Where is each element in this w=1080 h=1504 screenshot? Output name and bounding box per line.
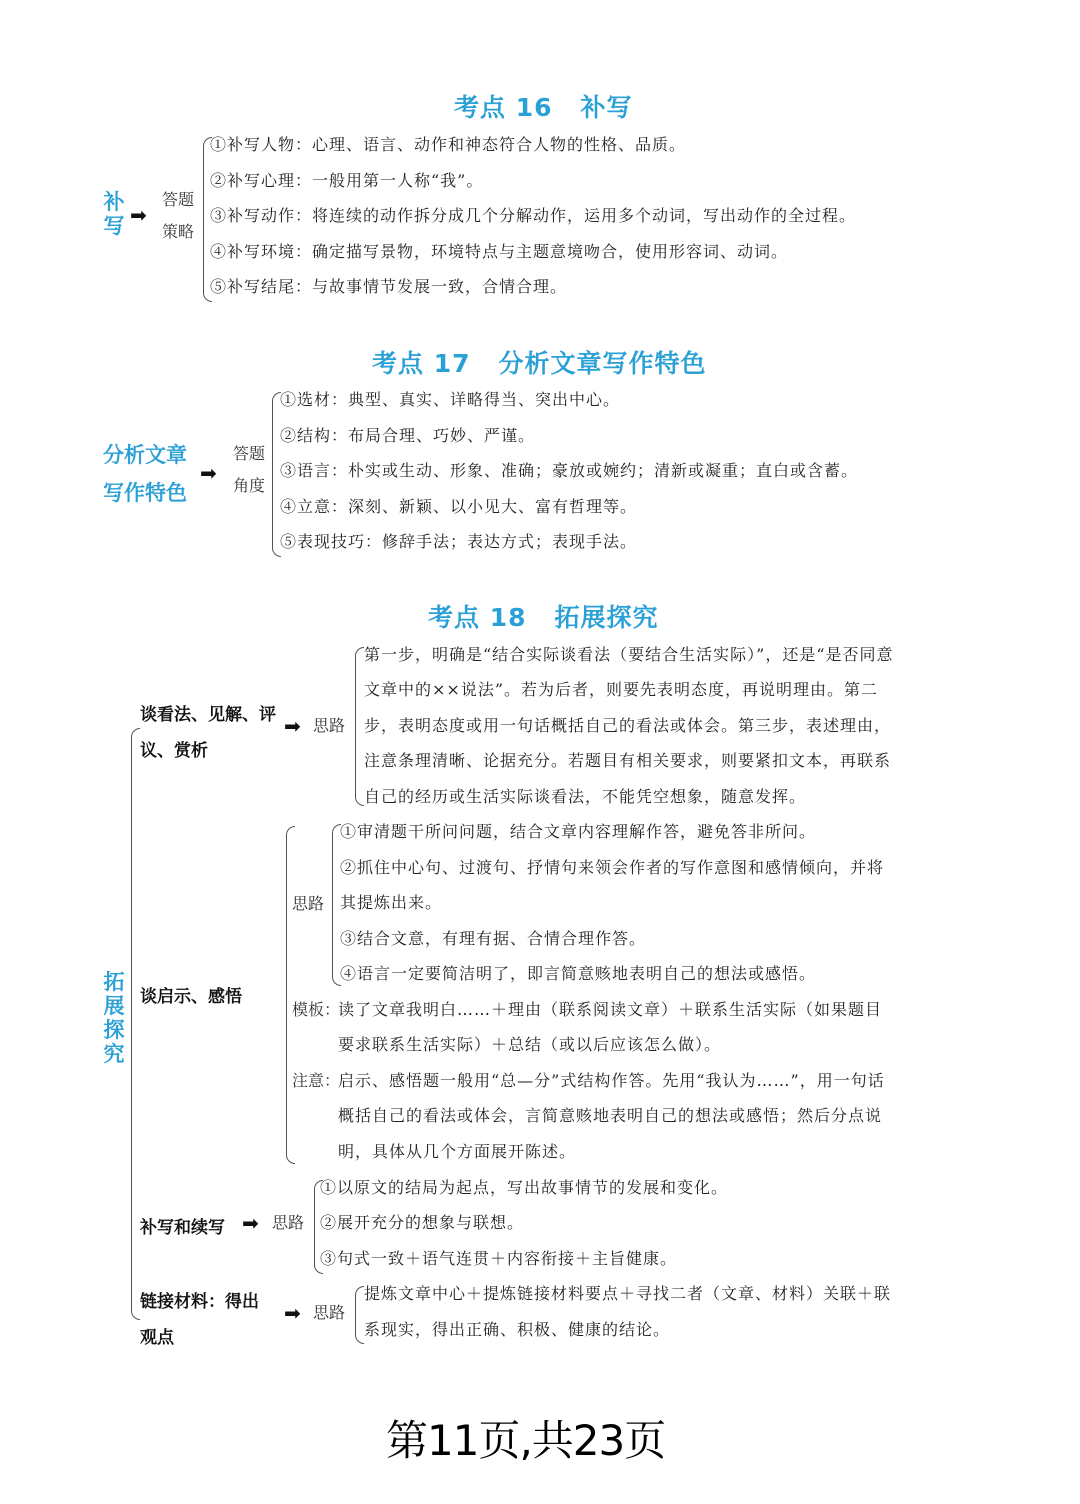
list-item: ①补写人物：心理、语言、动作和神态符合人物的性格、品质。 <box>210 135 687 154</box>
branch-2-sub-1: 思路 <box>292 894 325 913</box>
topic-char: 拓 <box>103 970 125 994</box>
topic-line: 写作特色 <box>103 481 187 505</box>
branch-4-label <box>140 1284 259 1356</box>
text-line: ②抓住中心句、过渡句、抒情句来领会作者的写作意图和感情倾向，并将 <box>340 858 885 877</box>
section-17-topic <box>103 436 187 512</box>
list-item: ④补写环境：确定描写景物，环境特点与主题意境吻合，使用形容词、动词。 <box>210 242 789 261</box>
list-item: ④立意：深刻、新颖、以小见大、富有哲理等。 <box>280 497 638 516</box>
topic-char: 写 <box>103 214 125 238</box>
text-line: 读了文章我明白……＋理由（联系阅读文章）＋联系生活实际（如果题目 <box>338 1000 883 1019</box>
arrow-icon: ➡ <box>242 1211 259 1235</box>
list-item: ⑤表现技巧：修辞手法；表达方式；表现手法。 <box>280 532 638 551</box>
branch-2-sub-3: 注意： <box>292 1071 341 1090</box>
text-line: 注意条理清晰、论据充分。若题目有相关要求，则要紧扣文本，再联系 <box>364 751 892 770</box>
text-line: 要求联系生活实际）＋总结（或以后应该怎么做）。 <box>338 1035 722 1054</box>
section-18-title <box>428 598 659 634</box>
topic-char: 究 <box>103 1042 125 1066</box>
text-line: 明，具体从几个方面展开陈述。 <box>338 1142 577 1161</box>
list-item: ③语言：朴实或生动、形象、准确；豪放或婉约；清新或凝重；直白或含蓄。 <box>280 461 859 480</box>
label-line: 链接材料：得出 <box>140 1292 259 1312</box>
label-line: 议、赏析 <box>140 741 208 761</box>
text-line: 系现实，得出正确、积极、健康的结论。 <box>364 1320 671 1339</box>
section-17-name: 分析文章写作特色 <box>498 349 707 378</box>
text-line: ①以原文的结局为起点，写出故事情节的发展和变化。 <box>320 1178 729 1197</box>
list-item: ②补写心理：一般用第一人称“我”。 <box>210 171 484 190</box>
branch-2-label: 谈启示、感悟 <box>140 987 242 1007</box>
topic-char: 探 <box>103 1018 125 1042</box>
text-line: ④语言一定要简洁明了，即言简意赅地表明自己的想法或感悟。 <box>340 964 817 983</box>
section-16-sub-label <box>162 184 194 248</box>
page-indicator: 第11页,共23页 <box>386 1416 666 1465</box>
brace <box>286 826 295 1164</box>
text-line: 第一步，明确是“结合实际谈看法（要结合生活实际）”，还是“是否同意 <box>364 645 894 664</box>
sub-label-line: 角度 <box>233 476 266 495</box>
section-18-number: 考点 18 <box>428 603 527 632</box>
text-line: 概括自己的看法或体会，言简意赅地表明自己的想法或感悟；然后分点说 <box>338 1106 883 1125</box>
branch-2-sub-2: 模板： <box>292 1000 341 1019</box>
text-line: ②展开充分的想象与联想。 <box>320 1213 525 1232</box>
text-line: 提炼文章中心＋提炼链接材料要点＋寻找二者（文章、材料）关联＋联 <box>364 1284 892 1303</box>
arrow-icon: ➡ <box>284 1301 301 1325</box>
list-item: ①选材：典型、真实、详略得当、突出中心。 <box>280 390 621 409</box>
section-16-number: 考点 16 <box>454 93 553 122</box>
main-brace <box>131 728 140 1320</box>
label-line: 谈看法、见解、评 <box>140 705 276 725</box>
arrow-icon: ➡ <box>130 203 147 227</box>
list-item: ③补写动作：将连续的动作拆分成几个分解动作，运用多个动词，写出动作的全过程。 <box>210 206 857 225</box>
text-line: 自己的经历或生活实际谈看法，不能凭空想象，随意发挥。 <box>364 787 807 806</box>
text-line: 步，表明态度或用一句话概括自己的看法或体会。第三步，表述理由， <box>364 716 892 735</box>
section-17-number: 考点 17 <box>372 349 471 378</box>
branch-3-label: 补写和续写 <box>140 1218 225 1238</box>
sub-label-line: 策略 <box>162 222 195 241</box>
text-line: ③句式一致＋语气连贯＋内容衔接＋主旨健康。 <box>320 1249 678 1268</box>
section-16-title <box>454 88 633 124</box>
section-18-name: 拓展探究 <box>554 603 659 632</box>
brace <box>355 647 364 806</box>
text-line: 文章中的××说法”。若为后者，则要先表明态度，再说明理由。第二 <box>364 680 878 699</box>
text-line: ①审清题干所问问题，结合文章内容理解作答，避免答非所问。 <box>340 822 817 841</box>
branch-3-sub: 思路 <box>272 1213 305 1232</box>
text-line: ③结合文意，有理有据、合情合理作答。 <box>340 929 647 948</box>
label-line: 观点 <box>140 1328 174 1348</box>
arrow-icon: ➡ <box>284 714 301 738</box>
arrow-icon: ➡ <box>200 461 217 485</box>
section-18-topic <box>103 970 125 1066</box>
topic-char: 展 <box>103 994 125 1018</box>
branch-1-sub: 思路 <box>313 716 346 735</box>
section-16-name: 补写 <box>580 93 633 122</box>
brace <box>355 1286 364 1344</box>
text-line: 其提炼出来。 <box>340 893 443 912</box>
section-17-title <box>372 344 707 380</box>
sub-label-line: 答题 <box>233 444 266 463</box>
topic-line: 分析文章 <box>103 443 187 467</box>
branch-1-label <box>140 697 276 769</box>
sub-label-line: 答题 <box>162 190 195 209</box>
section-17-sub-label <box>233 438 265 502</box>
topic-char: 补 <box>103 190 125 214</box>
list-item: ②结构：布局合理、巧妙、严谨。 <box>280 426 536 445</box>
text-line: 启示、感悟题一般用“总—分”式结构作答。先用“我认为……”，用一句话 <box>338 1071 885 1090</box>
branch-4-sub: 思路 <box>313 1303 346 1322</box>
section-16-topic <box>103 190 125 238</box>
list-item: ⑤补写结尾：与故事情节发展一致，合情合理。 <box>210 277 568 296</box>
